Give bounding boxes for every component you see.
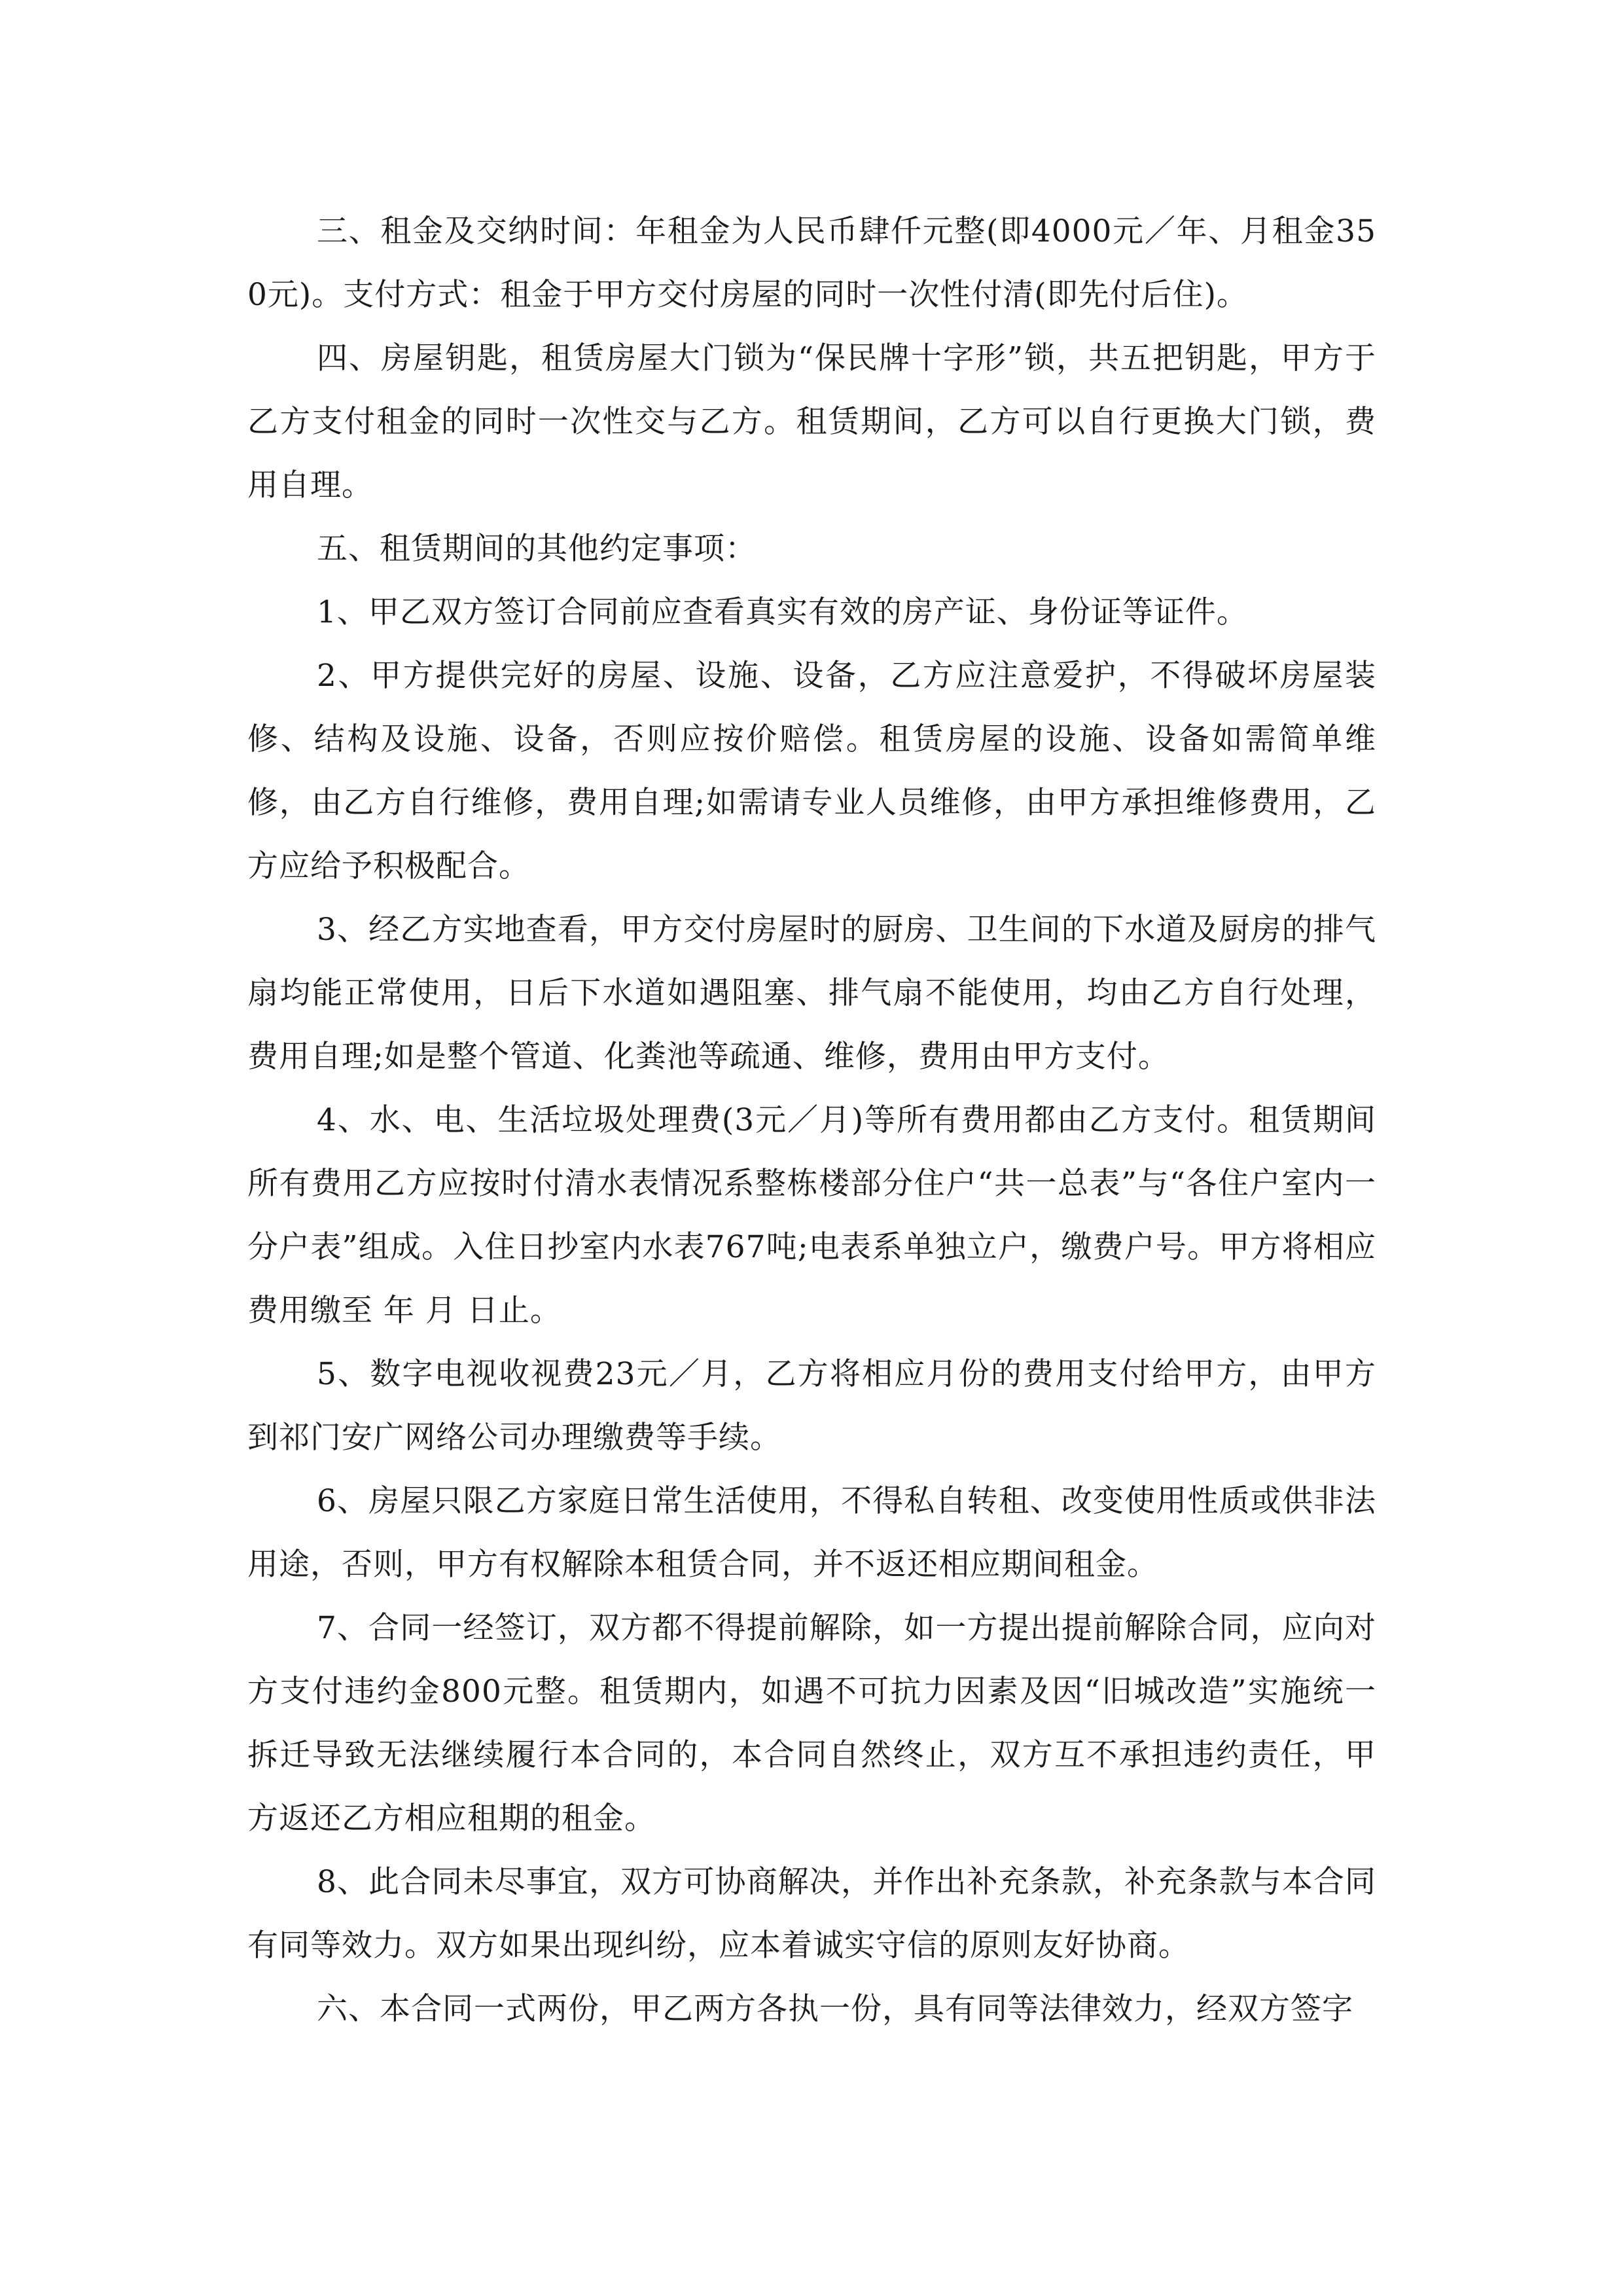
clause-item-3: 3、经乙方实地查看，甲方交付房屋时的厨房、卫生间的下水道及厨房的排气扇均能正常使用，日后下水道如遇阻塞、排气扇不能使用，均由乙方自行处理，费用自理;如是整个管道、化粪池等疏通、维修，费用由甲方支付。	[247, 912, 1376, 1075]
clause-item-8: 8、此合同未尽事宜，双方可协商解决，并作出补充条款，补充条款与本合同有同等效力。双方如果出现纠纷，应本着诚实守信的原则友好协商。	[247, 1864, 1376, 1964]
clause-rent-payment: 三、租金及交纳时间：年租金为人民币肆仟元整(即4000元／年、月租金350元)。支付方式：租金于甲方交付房屋的同时一次性付清(即先付后住)。	[247, 213, 1376, 313]
clause-item-7: 7、合同一经签订，双方都不得提前解除，如一方提出提前解除合同，应向对方支付违约金800元整。租赁期内，如遇不可抗力因素及因“旧城改造”实施统一拆迁导致无法继续履行本合同的，本合同自然终止，双方互不承担违约责任，甲方返还乙方相应租期的租金。	[247, 1610, 1376, 1837]
clause-item-4: 4、水、电、生活垃圾处理费(3元／月)等所有费用都由乙方支付。租赁期间所有费用乙方应按时付清水表情况系整栋楼部分住户“共一总表”与“各住户室内一分户表”组成。入住日抄室内水表767吨;电表系单独立户，缴费户号。甲方将相应费用缴至 年 月 日止。	[247, 1102, 1376, 1329]
clause-item-2: 2、甲方提供完好的房屋、设施、设备，乙方应注意爱护，不得破坏房屋装修、结构及设施、设备，否则应按价赔偿。租赁房屋的设施、设备如需简单维修，由乙方自行维修，费用自理;如需请专业人员维修，由甲方承担维修费用，乙方应给予积极配合。	[247, 658, 1376, 884]
clause-item-5: 5、数字电视收视费23元／月，乙方将相应月份的费用支付给甲方，由甲方到祁门安广网络公司办理缴费等手续。	[247, 1356, 1376, 1456]
clause-house-keys: 四、房屋钥匙，租赁房屋大门锁为“保民牌十字形”锁，共五把钥匙，甲方于乙方支付租金的同时一次性交与乙方。租赁期间，乙方可以自行更换大门锁，费用自理。	[247, 340, 1376, 503]
document-body	[247, 200, 1376, 2041]
clause-other-terms-heading: 五、租赁期间的其他约定事项：	[317, 531, 757, 567]
clause-item-1: 1、甲乙双方签订合同前应查看真实有效的房产证、身份证等证件。	[317, 594, 1248, 630]
clause-item-6: 6、房屋只限乙方家庭日常生活使用，不得私自转租、改变使用性质或供非法用途，否则，甲方有权解除本租赁合同，并不返还相应期间租金。	[247, 1483, 1376, 1583]
clause-copies: 六、本合同一式两份，甲乙两方各执一份，具有同等法律效力，经双方签字	[317, 1991, 1353, 2027]
